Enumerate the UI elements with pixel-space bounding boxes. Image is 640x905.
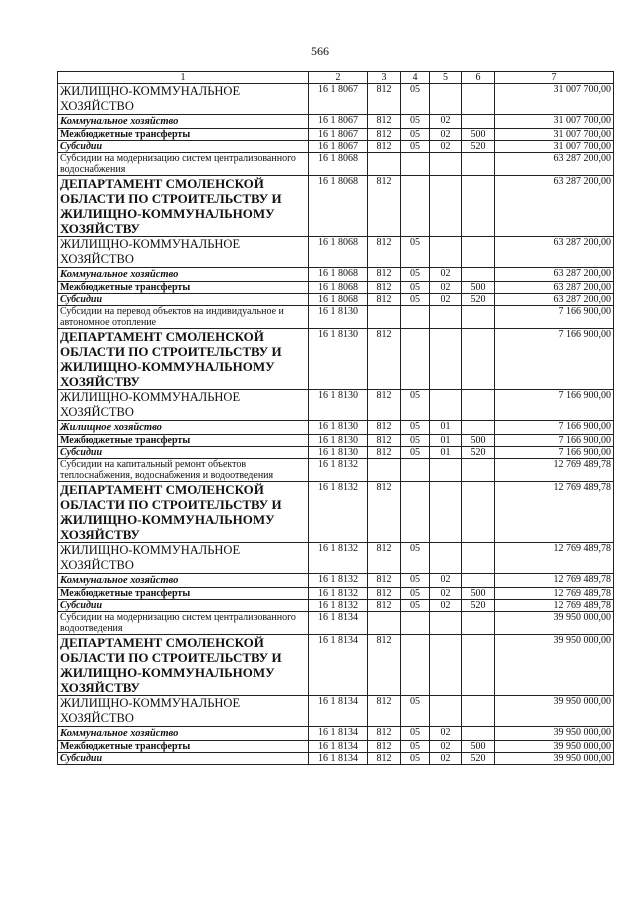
target-code-cell: 16 1 8067 xyxy=(309,115,368,129)
target-code-cell: 16 1 8130 xyxy=(309,447,368,459)
row-name-cell: Коммунальное хозяйство xyxy=(58,574,309,588)
expense-type-code-cell: 500 xyxy=(462,435,495,447)
table-row xyxy=(58,153,614,176)
expense-type-code-cell xyxy=(462,306,495,329)
subsection-code-cell: 02 xyxy=(430,753,462,765)
section-code-cell: 05 xyxy=(401,294,430,306)
subsection-code-cell xyxy=(430,153,462,176)
section-code-cell: 05 xyxy=(401,129,430,141)
subsection-code-cell xyxy=(430,176,462,237)
ministry-code-cell: 812 xyxy=(368,435,401,447)
table-row xyxy=(58,612,614,635)
ministry-code-cell: 812 xyxy=(368,600,401,612)
ministry-code-cell xyxy=(368,459,401,482)
row-name-cell: Субсидии на капитальный ремонт объектов теплоснабжения, водоснабжения и водоотведения xyxy=(58,459,309,482)
subsection-code-cell: 02 xyxy=(430,727,462,741)
table-row xyxy=(58,588,614,600)
row-name-cell: ДЕПАРТАМЕНТ СМОЛЕНСКОЙ ОБЛАСТИ ПО СТРОИТЕЛЬСТВУ И ЖИЛИЩНО-КОММУНАЛЬНОМУ ХОЗЯЙСТВУ xyxy=(58,635,309,696)
target-code-cell: 16 1 8068 xyxy=(309,294,368,306)
section-code-cell: 05 xyxy=(401,447,430,459)
section-code-cell xyxy=(401,329,430,390)
expense-type-code-cell xyxy=(462,574,495,588)
section-code-cell: 05 xyxy=(401,574,430,588)
ministry-code-cell: 812 xyxy=(368,115,401,129)
table-row xyxy=(58,741,614,753)
subsection-code-cell: 01 xyxy=(430,421,462,435)
expense-type-code-cell: 520 xyxy=(462,753,495,765)
expense-type-code-cell xyxy=(462,390,495,421)
amount-cell: 7 166 900,00 xyxy=(495,435,614,447)
target-code-cell: 16 1 8067 xyxy=(309,141,368,153)
section-code-cell: 05 xyxy=(401,600,430,612)
amount-cell: 63 287 200,00 xyxy=(495,282,614,294)
amount-cell: 12 769 489,78 xyxy=(495,574,614,588)
target-code-cell: 16 1 8130 xyxy=(309,435,368,447)
amount-cell: 12 769 489,78 xyxy=(495,588,614,600)
amount-cell: 31 007 700,00 xyxy=(495,84,614,115)
target-code-cell: 16 1 8068 xyxy=(309,176,368,237)
section-code-cell: 05 xyxy=(401,435,430,447)
table-row xyxy=(58,459,614,482)
expense-type-code-cell xyxy=(462,329,495,390)
ministry-code-cell: 812 xyxy=(368,141,401,153)
table-row xyxy=(58,306,614,329)
expense-type-code-cell xyxy=(462,612,495,635)
row-name-cell: ЖИЛИЩНО-КОММУНАЛЬНОЕ ХОЗЯЙСТВО xyxy=(58,543,309,574)
amount-cell: 63 287 200,00 xyxy=(495,268,614,282)
ministry-code-cell xyxy=(368,306,401,329)
column-header: 6 xyxy=(462,72,495,84)
amount-cell: 31 007 700,00 xyxy=(495,129,614,141)
subsection-code-cell xyxy=(430,329,462,390)
row-name-cell: Субсидии xyxy=(58,294,309,306)
expense-type-code-cell: 500 xyxy=(462,282,495,294)
table-row xyxy=(58,435,614,447)
target-code-cell: 16 1 8068 xyxy=(309,282,368,294)
target-code-cell: 16 1 8132 xyxy=(309,574,368,588)
target-code-cell: 16 1 8134 xyxy=(309,741,368,753)
column-header: 2 xyxy=(309,72,368,84)
budget-table-body xyxy=(58,72,614,765)
amount-cell: 39 950 000,00 xyxy=(495,727,614,741)
amount-cell: 7 166 900,00 xyxy=(495,421,614,435)
expense-type-code-cell: 520 xyxy=(462,600,495,612)
section-code-cell: 05 xyxy=(401,421,430,435)
ministry-code-cell: 812 xyxy=(368,635,401,696)
subsection-code-cell: 02 xyxy=(430,115,462,129)
subsection-code-cell: 02 xyxy=(430,282,462,294)
target-code-cell: 16 1 8132 xyxy=(309,588,368,600)
row-name-cell: ДЕПАРТАМЕНТ СМОЛЕНСКОЙ ОБЛАСТИ ПО СТРОИТЕЛЬСТВУ И ЖИЛИЩНО-КОММУНАЛЬНОМУ ХОЗЯЙСТВУ xyxy=(58,176,309,237)
amount-cell: 63 287 200,00 xyxy=(495,176,614,237)
table-row xyxy=(58,390,614,421)
amount-cell: 7 166 900,00 xyxy=(495,447,614,459)
expense-type-code-cell xyxy=(462,421,495,435)
expense-type-code-cell xyxy=(462,482,495,543)
table-row xyxy=(58,696,614,727)
row-name-cell: ДЕПАРТАМЕНТ СМОЛЕНСКОЙ ОБЛАСТИ ПО СТРОИТЕЛЬСТВУ И ЖИЛИЩНО-КОММУНАЛЬНОМУ ХОЗЯЙСТВУ xyxy=(58,329,309,390)
table-row xyxy=(58,176,614,237)
ministry-code-cell: 812 xyxy=(368,84,401,115)
ministry-code-cell: 812 xyxy=(368,543,401,574)
row-name-cell: ЖИЛИЩНО-КОММУНАЛЬНОЕ ХОЗЯЙСТВО xyxy=(58,696,309,727)
table-row xyxy=(58,600,614,612)
row-name-cell: ДЕПАРТАМЕНТ СМОЛЕНСКОЙ ОБЛАСТИ ПО СТРОИТЕЛЬСТВУ И ЖИЛИЩНО-КОММУНАЛЬНОМУ ХОЗЯЙСТВУ xyxy=(58,482,309,543)
subsection-code-cell xyxy=(430,84,462,115)
target-code-cell: 16 1 8130 xyxy=(309,329,368,390)
row-name-cell: Коммунальное хозяйство xyxy=(58,115,309,129)
subsection-code-cell xyxy=(430,543,462,574)
target-code-cell: 16 1 8134 xyxy=(309,696,368,727)
row-name-cell: Субсидии xyxy=(58,600,309,612)
table-row xyxy=(58,421,614,435)
target-code-cell: 16 1 8130 xyxy=(309,390,368,421)
amount-cell: 39 950 000,00 xyxy=(495,753,614,765)
ministry-code-cell: 812 xyxy=(368,176,401,237)
amount-cell: 39 950 000,00 xyxy=(495,741,614,753)
section-code-cell xyxy=(401,482,430,543)
expense-type-code-cell xyxy=(462,115,495,129)
section-code-cell: 05 xyxy=(401,84,430,115)
expense-type-code-cell xyxy=(462,459,495,482)
row-name-cell: Межбюджетные трансферты xyxy=(58,435,309,447)
subsection-code-cell: 01 xyxy=(430,447,462,459)
column-header-row xyxy=(58,72,614,84)
subsection-code-cell xyxy=(430,696,462,727)
target-code-cell: 16 1 8067 xyxy=(309,129,368,141)
section-code-cell xyxy=(401,459,430,482)
amount-cell: 39 950 000,00 xyxy=(495,696,614,727)
subsection-code-cell: 02 xyxy=(430,141,462,153)
amount-cell: 7 166 900,00 xyxy=(495,306,614,329)
row-name-cell: Межбюджетные трансферты xyxy=(58,741,309,753)
column-header: 1 xyxy=(58,72,309,84)
section-code-cell: 05 xyxy=(401,588,430,600)
section-code-cell xyxy=(401,176,430,237)
subsection-code-cell: 02 xyxy=(430,588,462,600)
section-code-cell: 05 xyxy=(401,727,430,741)
section-code-cell: 05 xyxy=(401,268,430,282)
amount-cell: 12 769 489,78 xyxy=(495,459,614,482)
amount-cell: 63 287 200,00 xyxy=(495,153,614,176)
section-code-cell xyxy=(401,306,430,329)
table-row xyxy=(58,282,614,294)
amount-cell: 7 166 900,00 xyxy=(495,390,614,421)
section-code-cell: 05 xyxy=(401,543,430,574)
ministry-code-cell: 812 xyxy=(368,329,401,390)
expense-type-code-cell: 500 xyxy=(462,741,495,753)
row-name-cell: Межбюджетные трансферты xyxy=(58,282,309,294)
row-name-cell: Межбюджетные трансферты xyxy=(58,588,309,600)
section-code-cell: 05 xyxy=(401,696,430,727)
target-code-cell: 16 1 8132 xyxy=(309,482,368,543)
section-code-cell: 05 xyxy=(401,237,430,268)
subsection-code-cell xyxy=(430,459,462,482)
table-row xyxy=(58,329,614,390)
ministry-code-cell: 812 xyxy=(368,588,401,600)
target-code-cell: 16 1 8130 xyxy=(309,306,368,329)
table-row xyxy=(58,268,614,282)
ministry-code-cell: 812 xyxy=(368,727,401,741)
row-name-cell: ЖИЛИЩНО-КОММУНАЛЬНОЕ ХОЗЯЙСТВО xyxy=(58,84,309,115)
expense-type-code-cell: 520 xyxy=(462,294,495,306)
ministry-code-cell: 812 xyxy=(368,282,401,294)
row-name-cell: ЖИЛИЩНО-КОММУНАЛЬНОЕ ХОЗЯЙСТВО xyxy=(58,390,309,421)
expense-type-code-cell xyxy=(462,543,495,574)
table-row xyxy=(58,141,614,153)
amount-cell: 31 007 700,00 xyxy=(495,141,614,153)
table-row xyxy=(58,294,614,306)
target-code-cell: 16 1 8067 xyxy=(309,84,368,115)
page-number: 566 xyxy=(311,44,329,58)
ministry-code-cell: 812 xyxy=(368,294,401,306)
section-code-cell: 05 xyxy=(401,753,430,765)
subsection-code-cell xyxy=(430,237,462,268)
expense-type-code-cell xyxy=(462,237,495,268)
ministry-code-cell: 812 xyxy=(368,237,401,268)
target-code-cell: 16 1 8132 xyxy=(309,600,368,612)
table-row xyxy=(58,237,614,268)
row-name-cell: Субсидии на перевод объектов на индивидуальное и автономное отопление xyxy=(58,306,309,329)
row-name-cell: Субсидии на модернизацию систем централизованного водоотведения xyxy=(58,612,309,635)
target-code-cell: 16 1 8068 xyxy=(309,237,368,268)
table-row xyxy=(58,727,614,741)
subsection-code-cell xyxy=(430,482,462,543)
subsection-code-cell: 02 xyxy=(430,574,462,588)
table-row xyxy=(58,447,614,459)
table-row xyxy=(58,84,614,115)
subsection-code-cell xyxy=(430,612,462,635)
target-code-cell: 16 1 8134 xyxy=(309,727,368,741)
table-row xyxy=(58,574,614,588)
section-code-cell: 05 xyxy=(401,741,430,753)
section-code-cell xyxy=(401,635,430,696)
row-name-cell: ЖИЛИЩНО-КОММУНАЛЬНОЕ ХОЗЯЙСТВО xyxy=(58,237,309,268)
subsection-code-cell: 02 xyxy=(430,294,462,306)
expense-type-code-cell: 500 xyxy=(462,588,495,600)
target-code-cell: 16 1 8130 xyxy=(309,421,368,435)
row-name-cell: Субсидии xyxy=(58,753,309,765)
column-header: 7 xyxy=(495,72,614,84)
subsection-code-cell xyxy=(430,306,462,329)
expense-type-code-cell xyxy=(462,268,495,282)
table-row xyxy=(58,753,614,765)
amount-cell: 63 287 200,00 xyxy=(495,294,614,306)
expense-type-code-cell: 500 xyxy=(462,129,495,141)
subsection-code-cell xyxy=(430,635,462,696)
amount-cell: 39 950 000,00 xyxy=(495,635,614,696)
subsection-code-cell: 02 xyxy=(430,268,462,282)
table-row xyxy=(58,115,614,129)
ministry-code-cell: 812 xyxy=(368,696,401,727)
ministry-code-cell: 812 xyxy=(368,390,401,421)
amount-cell: 63 287 200,00 xyxy=(495,237,614,268)
section-code-cell: 05 xyxy=(401,141,430,153)
ministry-code-cell xyxy=(368,612,401,635)
section-code-cell: 05 xyxy=(401,282,430,294)
ministry-code-cell: 812 xyxy=(368,129,401,141)
amount-cell: 12 769 489,78 xyxy=(495,543,614,574)
row-name-cell: Субсидии xyxy=(58,141,309,153)
ministry-code-cell: 812 xyxy=(368,753,401,765)
section-code-cell: 05 xyxy=(401,390,430,421)
expense-type-code-cell xyxy=(462,153,495,176)
table-row xyxy=(58,543,614,574)
section-code-cell xyxy=(401,612,430,635)
target-code-cell: 16 1 8132 xyxy=(309,543,368,574)
column-header: 5 xyxy=(430,72,462,84)
section-code-cell: 05 xyxy=(401,115,430,129)
section-code-cell xyxy=(401,153,430,176)
target-code-cell: 16 1 8134 xyxy=(309,753,368,765)
subsection-code-cell xyxy=(430,390,462,421)
row-name-cell: Межбюджетные трансферты xyxy=(58,129,309,141)
target-code-cell: 16 1 8134 xyxy=(309,612,368,635)
expense-type-code-cell: 520 xyxy=(462,141,495,153)
column-header: 4 xyxy=(401,72,430,84)
row-name-cell: Коммунальное хозяйство xyxy=(58,268,309,282)
row-name-cell: Жилищное хозяйство xyxy=(58,421,309,435)
target-code-cell: 16 1 8068 xyxy=(309,268,368,282)
subsection-code-cell: 02 xyxy=(430,600,462,612)
target-code-cell: 16 1 8134 xyxy=(309,635,368,696)
row-name-cell: Субсидии на модернизацию систем централизованного водоснабжения xyxy=(58,153,309,176)
amount-cell: 39 950 000,00 xyxy=(495,612,614,635)
subsection-code-cell: 02 xyxy=(430,741,462,753)
amount-cell: 12 769 489,78 xyxy=(495,482,614,543)
ministry-code-cell: 812 xyxy=(368,482,401,543)
target-code-cell: 16 1 8068 xyxy=(309,153,368,176)
ministry-code-cell: 812 xyxy=(368,447,401,459)
ministry-code-cell: 812 xyxy=(368,268,401,282)
ministry-code-cell: 812 xyxy=(368,574,401,588)
expense-type-code-cell xyxy=(462,635,495,696)
expense-type-code-cell xyxy=(462,176,495,237)
subsection-code-cell: 01 xyxy=(430,435,462,447)
budget-table xyxy=(57,71,614,765)
expense-type-code-cell: 520 xyxy=(462,447,495,459)
expense-type-code-cell xyxy=(462,696,495,727)
expense-type-code-cell xyxy=(462,727,495,741)
row-name-cell: Коммунальное хозяйство xyxy=(58,727,309,741)
table-row xyxy=(58,635,614,696)
ministry-code-cell: 812 xyxy=(368,421,401,435)
table-row xyxy=(58,482,614,543)
amount-cell: 31 007 700,00 xyxy=(495,115,614,129)
target-code-cell: 16 1 8132 xyxy=(309,459,368,482)
amount-cell: 12 769 489,78 xyxy=(495,600,614,612)
ministry-code-cell xyxy=(368,153,401,176)
row-name-cell: Субсидии xyxy=(58,447,309,459)
column-header: 3 xyxy=(368,72,401,84)
expense-type-code-cell xyxy=(462,84,495,115)
subsection-code-cell: 02 xyxy=(430,129,462,141)
table-row xyxy=(58,129,614,141)
ministry-code-cell: 812 xyxy=(368,741,401,753)
amount-cell: 7 166 900,00 xyxy=(495,329,614,390)
